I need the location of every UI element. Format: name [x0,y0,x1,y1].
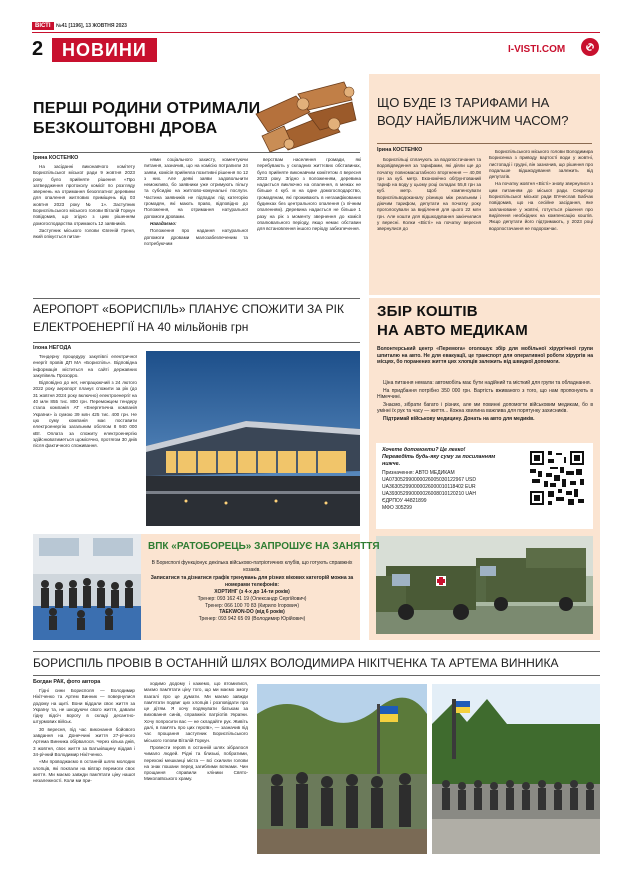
firewood-col2-p1: нями соціального захисту, коментуючи питання, зазначив, що на комісію потрапили 24 заяви, комісія прийняла позитивні рішення по 12 з них. Але деякі заяви задовольнити неможливо, бо заявники уже отримують пільгу та субсидію на житлово-комунальні послуги. Частина заявників не підпадає під категорію громадян, які мають право, відповідно до Положення, на отримання натуральної допомоги дровами. [144,157,248,219]
firewood-col-3 [257,157,361,234]
airport-rule [33,342,360,343]
airport-col1-p1: Тендерну процедуру закупівлі електричної енергії провів ДП МА «Бориспіль». Відповідна інформація міститься на сайті державних закупівель Прозорро. [33,354,137,378]
farewell-rule [33,675,600,676]
ratoborets-invite: Записатися та дізнатися графік тренувань для різних вікових категорій можна за номерами телефонів: [150,575,354,588]
farewell-col-1 [33,688,135,785]
donation-p1: Ціна питання немала: автомобіль має бути надійний та місткий для групи та обладнання. [383,380,591,386]
donation-p4: Підтримай військову медицину. Донать на авто для медиків. [383,415,535,422]
airport-headline-1: АЕРОПОРТ «БОРИСПІЛЬ» ПЛАНУЄ СПОЖИТИ ЗА РІК [33,302,344,316]
donation-body [377,380,593,424]
ratoborets-trainer-1: Тренер: 093 162 41 19 (Олександр Сергійович) [197,595,307,602]
donation-help-1: Хочете допомогти? Це легко! [382,447,466,453]
ratoborets-section-1: ХОРТИНГ (з 4-х до 14-ти років) [214,589,290,596]
ratoborets-intro: В Борисполі функціонує декілька військово-патріотичних клубів, що готують справжніх козаків. [151,560,353,573]
donation-lead: Волонтерський центр «Перемога» оголошує збір для мобільної хірургічної групи шпиталю на авто. Не для евакуації, це транспорт для оперативної роботи хірургів на місцях, бо поранених життя цих хлопців залежить від швидкої допомоги. [377,346,593,366]
donation-recipient: Призначення: АВТО МЕДИКАМ [382,470,455,476]
ratoborets-section-2: TAEKWON-DO (від 6 років) [219,609,285,616]
firewood-image [248,74,360,154]
farewell-col1-p3: «Ми проводжаємо в останній шлях молодих хлопців, які поклали на вівтар перемоги своє життя. Ми маємо завжди пам'ятати ціну нашої незалежності. Коли ми при- [33,759,135,784]
farewell-top-rule [33,651,600,652]
farewell-col2-p2: Провести героїв в останній шлях зібралося чимало людей. Рідні та близькі, побратими, перехожі мешканці міста — всі схилили голови на знак пошани перед загиблими воїнами. Чин прощання справили кліники Свято-Миколаївського храму. [144,744,248,782]
airport-photo [146,351,360,526]
airport-headline-2: ЕЛЕКТРОЕНЕРГІЇ НА 40 мільйонів грн [33,320,249,334]
ratoborets-body [150,560,354,622]
donation-help-2: Переведіть будь-яку суму за посиланням нижче. [382,454,496,467]
ratoborets-trainer-3: Тренер: 093 942 65 09 (Володимир Юрійович) [198,615,306,622]
donation-mfo: МФО 305299 [382,505,412,511]
qr-code-icon[interactable] [528,449,586,507]
firewood-headline-2: БЕЗКОШТОВНІ ДРОВА [33,120,218,137]
donation-edrpou: ЄДРПОУ 44821899 [382,498,427,504]
firewood-col-1 [33,164,135,242]
airport-col1-p2: Відповідно до неї, непрацюючий з 24 лютого 2022 року аеропорт планує спожити за рік (до 31 жовтня 2024 року включно) електроенергії на 40 млн 855 тис. 800 грн. Переможцем тендеру стала компанія АТ «Енергетична компанія України» із сумою 39 млн 425 тис. 400 грн. Не цю суму компанія має поставити електроенергію загальним обсягом 8 940 000 кВт. Оплата за спожиту електроенергію здійснюватиметься щомісячно, протягом 30 днів після фактичного споживання. [33,380,137,449]
firewood-col1-p2: Заступник міського голови Євгеній Греня, який опікується питан- [33,227,135,240]
farewell-col1-p1: Гідні сини Борисполя — Володимир Нікітченко та Артем Винник — повернулися додому на щиті. Вони віддали своє життя за Україну та, не шкодуючи свого життя, давали гідну відсіч ворогу в складі десантно-штурмових військ. [33,688,135,725]
section-label: НОВИНИ [52,38,157,62]
firewood-col1-p1: На засіданні виконавчого комітету Бориспільської міської ради 9 жовтня 2023 року було прийняте рішення «Про затвердження протоколу комісії по розгляду звернень на отримання безоплатної деревини для опалення житлових приміщень від 03 жовтня 2023 року № 1». Заступник Бориспільського міського голови Віталій Горкун повідомив, що згідно з цим рішенням домогосподарства отримають 12 заявників. [33,164,135,226]
donation-headline-1: ЗБІР КОШТІВ [377,303,478,320]
airport-col-1 [33,354,137,450]
farewell-col2-p1: ходимо додому і кажемо, що втомилися, маємо пам'ятати ціну того, що ми маємо змогу взагалі про це думати. Ми маємо завжди пам'ятати подвиг цих хлопців і розповідати про це дітям. Я хочу подякувати батькам за виховання синів, справжніх патріотів України. Хочу попросити вас — не складайте рук. Живіть далі, в пам'ять про цих героїв», — зазначив під час прощання заступник Бориспільського міського голови Віталій Горкун. [144,681,248,743]
tariffs-col2-p2: На початку жовтня «Вісті» знову звернулися з цим питанням до міської ради. Секретар Бориспільської міської ради В'ячеслав Бабчак повідомив, що на сесійне засідання, яке заплановане у жовтні, готується рішення про виділення необхідних на компенсацію коштів. Якщо депутати його підтримають, у 2023 році водопостачання не подорожчає. [489,181,593,231]
donation-p3: Знаємо, зібрати багато і різних, але ми повинні допомогти військовим медикам, бо в умінні їх рук та часу — життя... Кожна хвилина важлива для порятунку захисників. [377,401,593,415]
tariffs-col-2 [489,149,593,233]
tariffs-col-1 [377,157,481,234]
farewell-col1-p2: 30 вересня, під час виконання бойового завдання на Донеччині життя 27-річного Артема Винника обірвалося. Через кілька днів, 3 жовтня, своє життя за Батьківщину віддав і 34-річний Володимир Нікітченко. [33,726,135,757]
donation-iban-usd: UA073052990000026005030122967 USD [382,477,476,483]
donation-p2: На придбання потрібно 350 000 грн. Вартість вживаного з того, що нам пропонують в Німеччині. [377,387,593,401]
firewood-author: Ірина КОСТЕНКО [33,155,79,161]
masthead [32,22,600,70]
page-number: 2 [32,38,44,60]
tariffs-col2-p1: Бориспільського міського голови Володимира Борисенка з приводу вартості води у жовтні, листопаді і грудні, він зазначив, що рішення про подальше відшкодування залежить від депутатів. [489,149,593,180]
firewood-headline-1: ПЕРШІ РОДИНИ ОТРИМАЛИ [33,100,261,117]
donation-iban-uah: UA393052990000026008010120210 UAH [382,491,476,497]
donation-headline-2: НА АВТО МЕДИКАМ [377,322,529,339]
tariffs-col1-p1: Бориспільці сплачують за водопостачання та водовідведення за тарифами, які діяли ще до початку повномасштабного вторгнення — 40,08 грн за куб. метр. Економічно обґрунтований тариф на воду у цьому році складає 55,8 грн за куб. метр. Щоб компенсувати Бориспільводоканалу різницю між реальним і діючим тарифом, депутати на початку року проголосували за виділення для цього 22 млн грн. Але кошти для відшкодування закінчилися у вересні. Колки «Вісті» на початку вересня звернулися до [377,157,481,232]
link-icon [581,38,599,56]
firewood-rule [33,152,360,153]
ratoborets-photo [33,534,141,640]
farewell-col-2 [144,681,248,784]
airport-author: Ілона НЕГОДА [33,345,72,351]
donation-payment-card [376,443,593,529]
masthead-rule [32,32,600,33]
donation-iban-eur: UA363052990000026000010118402 EUR [382,484,476,490]
firewood-col2-remind: Нагадаємо: [150,220,177,226]
tariffs-author: Ірина КОСТЕНКО [377,147,423,153]
farewell-photo-1 [257,684,427,854]
tariffs-rule [377,143,592,144]
tariffs-headline-1: ЩО БУДЕ ІЗ ТАРИФАМИ НА [377,95,550,110]
ambulance-photo [376,536,593,634]
farewell-author: Богдан РАК, фото автора [33,679,101,685]
airport-top-rule [33,298,360,299]
firewood-col2-p2: Положення про надання натуральної допомоги дровами малозабезпеченим та потребуючим [144,228,248,246]
site-url[interactable]: I-VISTI.COM [508,44,566,55]
farewell-headline: БОРИСПІЛЬ ПРОВІВ В ОСТАННІЙ ШЛЯХ ВОЛОДИМИРА НІКІТЧЕНКА ТА АРТЕМА ВИННИКА [33,656,559,670]
tariffs-headline-2: ВОДУ НАЙБЛИЖЧИМ ЧАСОМ? [377,113,569,128]
firewood-col-2 [144,157,248,248]
ratoborets-headline: ВПК «РАТОБОРЕЦЬ» ЗАПРОШУЄ НА ЗАНЯТТЯ [148,541,380,552]
firewood-col3-p1: верствам населення громади, які перебувають у складних життєвих обставинах, було прийняте виконавчим комітетом 4 вересня 2023 року. Згідно з положенням, деревина надається виключно на опалення, в межах не більше 4 куб. м на одне домогосподарство, громадянам, які проживають в негазифікованих будинках без центрального опалення (з пічним опаленням). Деревина надається не більше 1 разу на рік з моменту звернення до комісії опалювального періоду, якщо немає обставин для встановлення іншого періоду забезпечення. [257,157,361,232]
ratoborets-trainer-2: Тренер: 066 100 70 83 (Кирило Ігорович) [204,602,300,609]
masthead-issue: №41 [1196], 13 ЖОВТНЯ 2023 [56,23,127,29]
masthead-logo: ВІСТІ [32,22,54,30]
farewell-photo-2 [432,684,600,854]
